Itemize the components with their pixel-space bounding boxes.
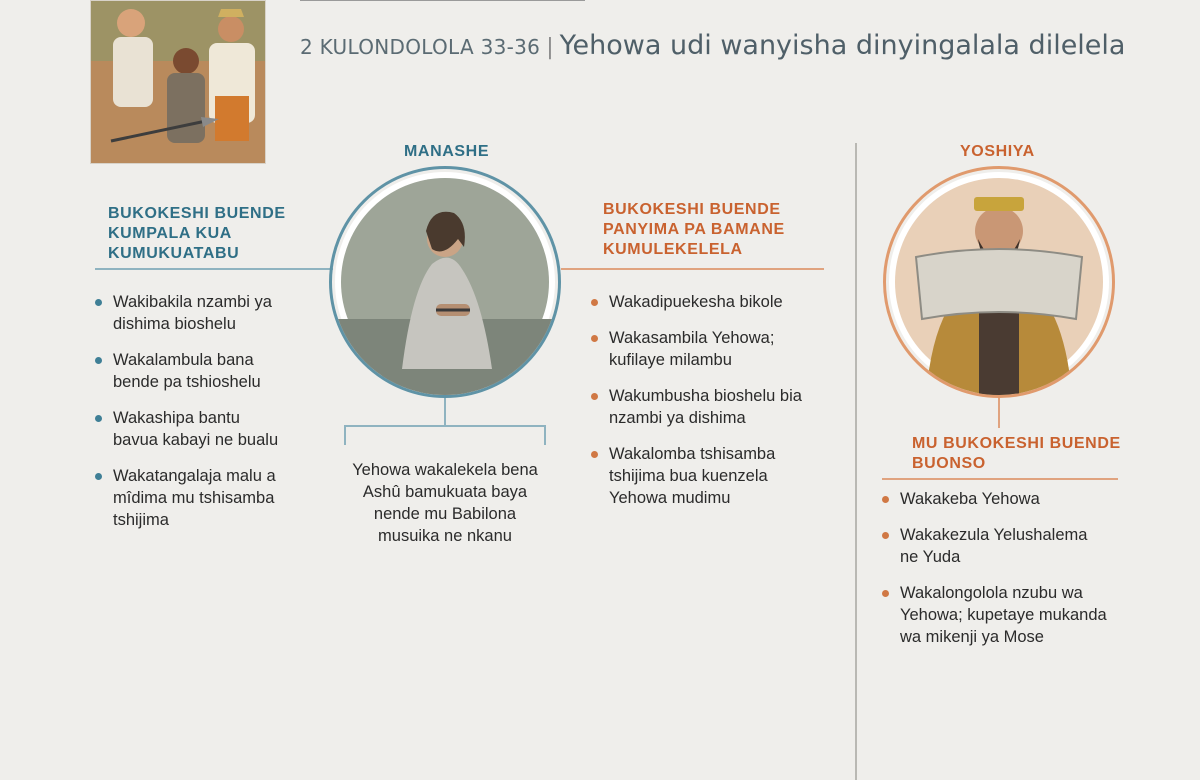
manashe-name: MANASHE (404, 143, 490, 160)
list-item: Wakalongolola nzubu wa Yehowa; kupetaye mukanda wa mikenji ya Mose (880, 582, 1170, 648)
teal-divider-left (95, 268, 333, 270)
page-title (300, 30, 1125, 61)
yoshiya-reign-list (880, 488, 1170, 662)
title-separator: | (546, 35, 554, 60)
heading-line: MU BUKOKESHI BUENDE (912, 435, 1121, 452)
yoshiya-reign-heading (912, 434, 1121, 474)
list-item: Wakibakila nzambi ya dishima bioshelu (93, 291, 323, 335)
heading-line: PANYIMA PA BAMANE (603, 221, 785, 238)
bracket-bar (344, 425, 546, 427)
list-item: Wakalambula bana bende pa tshioshelu (93, 349, 323, 393)
orange-divider-middle (561, 268, 824, 270)
heading-line: KUMUKUATABU (108, 245, 240, 262)
heading-line: BUONSO (912, 455, 986, 472)
manashe-after-heading (603, 200, 785, 260)
list-item: Wakakeba Yehowa (880, 488, 1170, 510)
list-item: Wakasambila Yehowa; kufilaye milambu (589, 327, 839, 371)
bracket-stem (444, 398, 446, 426)
exile-caption: Yehowa wakalekela bena Ashû bamukuata baya nende mu Babilona musuika ne nkanu (352, 461, 538, 545)
list-item: Wakakezula Yelushalema ne Yuda (880, 524, 1170, 568)
scripture-reference: 2 KULONDOLOLA 33-36 (300, 35, 541, 59)
soldiers-illustration (90, 0, 266, 164)
manashe-portrait (329, 166, 561, 398)
list-item: Wakatangalaja malu a mîdima mu tshisamba tshijima (93, 465, 323, 531)
heading-line: KUMULEKELELA (603, 241, 743, 258)
heading-line: BUKOKESHI BUENDE (108, 205, 286, 222)
manashe-after-list (589, 291, 839, 523)
list-item: Wakashipa bantu bavua kabayi ne bualu (93, 407, 323, 451)
list-item: Wakalomba tshisamba tshijima bua kuenzela Yehowa mudimu (589, 443, 839, 509)
manashe-before-list (93, 291, 323, 545)
manashe-before-heading (108, 204, 286, 264)
list-item: Wakadipuekesha bikole (589, 291, 839, 313)
yoshiya-name: YOSHIYA (960, 143, 1035, 160)
title-main: Yehowa udi wanyisha dinyingalala dilelela (559, 30, 1126, 61)
orange-divider-right (882, 478, 1118, 480)
yoshiya-portrait (883, 166, 1115, 398)
bracket-left-tick (344, 425, 346, 445)
top-rule (300, 0, 585, 1)
bracket-right-tick (544, 425, 546, 445)
yoshiya-stem (998, 398, 1000, 428)
heading-line: BUKOKESHI BUENDE (603, 201, 781, 218)
heading-line: KUMPALA KUA (108, 225, 232, 242)
column-divider (855, 143, 857, 780)
list-item: Wakumbusha bioshelu bia nzambi ya dishima (589, 385, 839, 429)
